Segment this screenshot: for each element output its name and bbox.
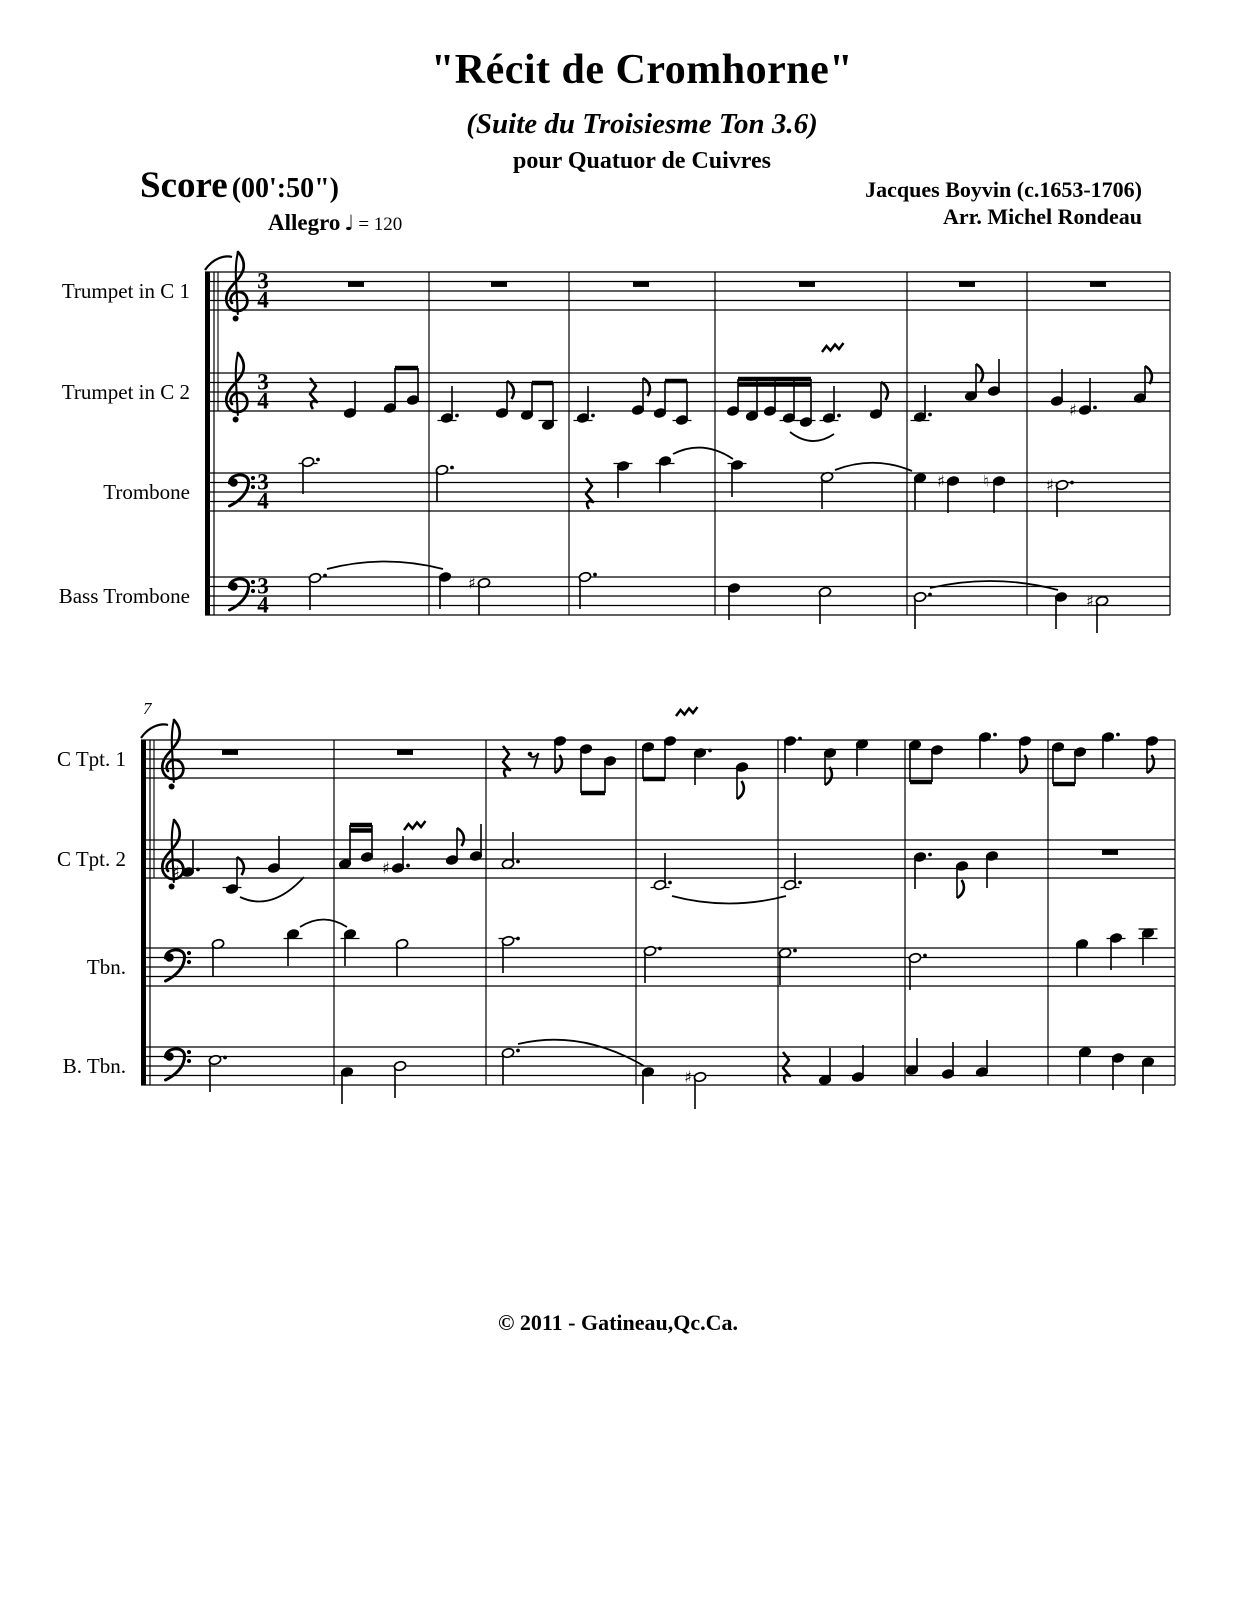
whole-rest	[1102, 850, 1118, 855]
system-hook	[205, 256, 232, 270]
beamed-notes	[641, 735, 676, 779]
augmentation-dot	[406, 864, 410, 868]
slur	[930, 581, 1058, 590]
flag-icon	[457, 828, 464, 846]
note	[553, 735, 566, 773]
augmentation-dot	[593, 573, 597, 577]
note	[435, 464, 454, 502]
flag-icon	[507, 381, 514, 399]
note	[985, 850, 998, 888]
slur	[518, 1040, 644, 1066]
slur	[835, 463, 912, 471]
note	[1078, 1046, 1091, 1084]
flag-icon	[643, 378, 650, 396]
note	[1101, 731, 1120, 769]
note	[1069, 378, 1097, 420]
beamed-notes	[338, 825, 373, 870]
note	[818, 1048, 831, 1086]
augmentation-dot	[798, 737, 802, 741]
note	[684, 1068, 707, 1110]
slur	[327, 562, 443, 570]
time-signature-denominator: 4	[257, 287, 269, 313]
whole-rest	[799, 282, 815, 287]
instrument-label: Trombone	[103, 480, 190, 504]
note	[1086, 592, 1109, 634]
augmentation-dot	[1116, 733, 1120, 737]
slur	[790, 432, 834, 441]
instrument-label: Trumpet in C 1	[61, 279, 190, 303]
flag-icon	[1147, 755, 1154, 773]
beamed-notes	[653, 381, 691, 426]
augmentation-dot	[455, 414, 459, 418]
note	[820, 471, 833, 509]
whole-rest	[397, 750, 413, 755]
piece-dedication: pour Quatuor de Cuivres	[512, 148, 772, 174]
note	[987, 359, 1000, 397]
note	[735, 761, 748, 799]
staff-trumpet-in-c-2	[62, 343, 1170, 441]
time-signature-numerator: 3	[257, 573, 269, 599]
flag-icon	[957, 880, 964, 898]
staff-trumpet-in-c-1	[62, 252, 1170, 322]
beamed-notes	[908, 739, 943, 782]
staff-tbn	[87, 920, 1175, 991]
augmentation-dot	[798, 881, 802, 885]
beamed-notes	[726, 379, 815, 428]
augmentation-dot	[516, 1049, 520, 1053]
augmentation-dot	[196, 868, 200, 872]
augmentation-dot	[516, 860, 520, 864]
augmentation-dot	[837, 414, 841, 418]
treble-clef-icon	[162, 720, 183, 790]
staff-b-tbn	[63, 1038, 1175, 1109]
whole-rest	[959, 282, 975, 287]
whole-rest	[1090, 282, 1106, 287]
augmentation-dot	[316, 458, 320, 462]
arranger-name: Arr. Michel Rondeau	[942, 204, 1142, 229]
note	[438, 571, 451, 609]
whole-rest	[222, 750, 238, 755]
trill-icon	[822, 343, 844, 352]
sharp-icon: ♯	[937, 471, 945, 491]
tempo-bpm: = 120	[358, 214, 403, 235]
augmentation-dot	[658, 947, 662, 951]
note	[1054, 591, 1067, 629]
note	[468, 574, 491, 616]
note	[308, 572, 327, 610]
augmentation-dot	[1093, 406, 1097, 410]
flag-icon	[1020, 755, 1027, 773]
note	[783, 735, 802, 773]
flag-icon	[825, 767, 832, 785]
note	[913, 851, 932, 889]
slur	[240, 877, 304, 902]
note	[913, 472, 926, 510]
note	[823, 747, 836, 785]
augmentation-dot	[928, 853, 932, 857]
flag-icon	[237, 857, 244, 875]
staff-c-tpt-2	[57, 820, 1175, 904]
score-label: Score	[140, 165, 228, 206]
staff-bass-trombone	[59, 562, 1170, 634]
system-2	[57, 699, 1175, 1109]
flag-icon	[555, 755, 562, 773]
whole-rest	[633, 282, 649, 287]
quarter-rest	[503, 746, 510, 777]
system-hook	[141, 724, 168, 738]
whole-rest	[348, 282, 364, 287]
note	[908, 952, 927, 990]
note	[941, 1042, 954, 1080]
tempo-text: Allegro	[268, 210, 341, 235]
augmentation-dot	[928, 593, 932, 597]
note	[393, 1060, 406, 1098]
augmentation-dot	[323, 574, 327, 578]
note	[955, 860, 968, 898]
sharp-icon: ♯	[468, 573, 476, 593]
augmentation-dot	[928, 413, 932, 417]
note	[1050, 369, 1063, 407]
note	[445, 828, 464, 866]
instrument-label: Trumpet in C 2	[61, 380, 190, 404]
note	[341, 928, 360, 966]
augmentation-dot	[1070, 481, 1074, 485]
augmentation-dot	[793, 949, 797, 953]
flag-icon	[737, 781, 744, 799]
note	[223, 857, 244, 895]
piece-title: "Récit de Cromhorne"	[430, 47, 854, 93]
note	[656, 455, 675, 493]
augmentation-dot	[591, 414, 595, 418]
time-signature-denominator: 4	[257, 488, 269, 514]
time-signature-denominator: 4	[257, 388, 269, 414]
augmentation-dot	[516, 937, 520, 941]
sharp-icon: ♯	[382, 858, 390, 878]
score-duration: (00':50")	[231, 173, 339, 204]
instrument-label: C Tpt. 1	[56, 747, 126, 771]
note	[208, 1054, 227, 1092]
treble-clef-icon	[226, 353, 247, 423]
quarter-note-icon: ♩	[344, 211, 355, 235]
augmentation-dot	[668, 881, 672, 885]
copyright-footer: © 2011 - Gatineau,Qc.Ca.	[497, 1310, 739, 1335]
sharp-icon: ♯	[684, 1067, 692, 1087]
note	[913, 591, 932, 629]
composer-name: Jacques Boyvin (c.1653-1706)	[865, 177, 1142, 202]
note	[1145, 735, 1158, 773]
note	[343, 381, 356, 419]
beamed-notes	[383, 368, 419, 414]
augmentation-dot	[450, 466, 454, 470]
time-signature-numerator: 3	[257, 369, 269, 395]
treble-clef-icon	[226, 252, 247, 322]
note	[855, 738, 868, 776]
augmentation-dot	[993, 733, 997, 737]
measure-number: 7	[143, 699, 152, 718]
slur	[300, 920, 347, 928]
natural-icon: ♮	[983, 471, 989, 491]
note	[501, 832, 520, 870]
note	[911, 385, 932, 423]
note	[1018, 735, 1031, 773]
trill-icon	[676, 707, 698, 716]
slur	[673, 448, 733, 459]
note	[869, 382, 888, 420]
sharp-icon: ♯	[1086, 591, 1094, 611]
staff-trombone	[103, 448, 1170, 517]
eighth-rest	[528, 752, 539, 768]
instrument-label: Bass Trombone	[58, 584, 190, 608]
note	[851, 1045, 864, 1083]
note	[382, 836, 410, 878]
instrument-label: C Tpt. 2	[56, 847, 126, 871]
note	[693, 747, 712, 785]
sharp-icon: ♯	[172, 862, 180, 882]
note	[778, 947, 797, 985]
note	[469, 824, 482, 862]
staff-c-tpt-1	[57, 707, 1175, 799]
slur	[672, 896, 786, 904]
piece-subtitle: (Suite du Troisiesme Ton 3.6)	[466, 108, 818, 140]
instrument-label: Tbn.	[86, 955, 126, 979]
beamed-notes	[520, 383, 557, 431]
flag-icon	[881, 382, 888, 400]
instrument-label: B. Tbn.	[62, 1054, 126, 1078]
sharp-icon: ♯	[1069, 400, 1077, 420]
time-signature-denominator: 4	[257, 592, 269, 618]
note	[1133, 366, 1152, 404]
augmentation-dot	[923, 954, 927, 958]
whole-rest	[491, 282, 507, 287]
note	[975, 1040, 988, 1078]
note	[643, 945, 662, 983]
note	[267, 836, 280, 874]
note	[727, 582, 740, 620]
system-1	[59, 252, 1170, 633]
note	[631, 378, 650, 416]
note	[1111, 1052, 1124, 1090]
note	[978, 731, 997, 769]
note	[1139, 927, 1158, 965]
augmentation-dot	[223, 1056, 227, 1060]
note	[728, 459, 747, 497]
augmentation-dot	[708, 749, 712, 753]
sharp-icon: ♯	[1046, 475, 1054, 495]
note	[495, 381, 514, 419]
time-signature-numerator: 3	[257, 268, 269, 294]
time-signature-numerator: 3	[257, 469, 269, 495]
trill-icon	[404, 821, 426, 830]
note	[1107, 932, 1126, 970]
note	[299, 456, 320, 494]
flag-icon	[1145, 366, 1152, 384]
note	[284, 928, 303, 966]
